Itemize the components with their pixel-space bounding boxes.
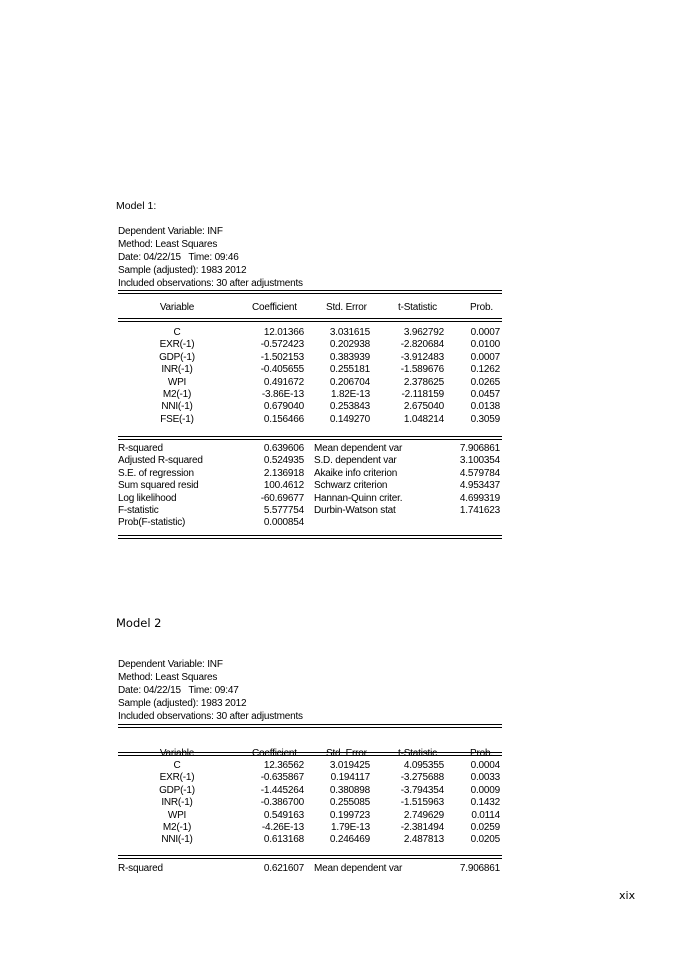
stat-value: 4.579784 [459, 467, 500, 479]
std-error-cell: 0.206704 [329, 376, 370, 388]
prob-cell: 0.0259 [470, 821, 500, 833]
table-rule [118, 855, 502, 859]
prob-cell: 0.0457 [470, 388, 500, 400]
std-error-cell: 3.031615 [329, 327, 370, 338]
std-error-cell: 0.246469 [329, 834, 370, 846]
std-error-cell: 0.199723 [329, 809, 370, 821]
col-variable: Variable [159, 302, 195, 313]
col-prob: Prob. [470, 302, 493, 313]
model2-meta [118, 658, 303, 723]
col-variable: Variable [159, 748, 195, 760]
coefficient-cell: -4.26E-13 [261, 821, 304, 833]
table-row [118, 834, 502, 846]
col-coefficient: Coefficient [252, 302, 297, 313]
stat-value: 0.524935 [263, 455, 304, 467]
stats-row [118, 443, 502, 455]
stats-row [118, 505, 502, 517]
meta-dependent-variable: Dependent Variable: INF [118, 226, 223, 237]
t-statistic-cell: -2.820684 [400, 339, 444, 351]
variable-cell: NNI(-1) [161, 401, 193, 413]
variable-cell: EXR(-1) [159, 339, 195, 351]
stat-value: 4.953437 [459, 480, 500, 492]
col-prob: Prob. [470, 748, 493, 760]
stat-label: F-statistic [118, 504, 159, 516]
t-statistic-cell: 4.095355 [403, 760, 444, 771]
stat-value: -60.69677 [260, 492, 304, 504]
std-error-cell: 0.194117 [330, 772, 370, 784]
std-error-cell: 0.383939 [329, 351, 370, 363]
stats-row [118, 517, 502, 529]
stats-row [118, 863, 502, 875]
col-t-statistic: t-Statistic [398, 302, 437, 313]
col-std-error: Std. Error [326, 748, 367, 760]
std-error-cell: 1.79E-13 [331, 821, 370, 833]
model1-table-header [118, 302, 502, 314]
table-rule [118, 535, 502, 539]
t-statistic-cell: -1.589676 [400, 364, 444, 376]
model1-meta [118, 225, 303, 290]
meta-observations: Included observations: 30 after adjustments [118, 711, 303, 722]
table-row [118, 364, 502, 376]
stat-value: 0.000854 [263, 517, 304, 529]
table-row [118, 414, 502, 426]
variable-cell: C [173, 327, 181, 338]
stat-label: Hannan-Quinn criter. [314, 492, 403, 504]
std-error-cell: 3.019425 [329, 760, 370, 771]
model2-title: Model 2 [116, 616, 162, 630]
t-statistic-cell: -3.275688 [400, 772, 444, 784]
prob-cell: 0.0205 [470, 834, 500, 846]
std-error-cell: 0.149270 [329, 413, 370, 425]
prob-cell: 0.0100 [470, 339, 500, 351]
stat-label: Prob(F-statistic) [118, 517, 186, 529]
std-error-cell: 0.380898 [329, 784, 370, 796]
stats-row [118, 468, 502, 480]
stat-label: R-squared [118, 863, 163, 874]
meta-date-time: Date: 04/22/15 Time: 09:46 [118, 252, 239, 263]
stat-value: 4.699319 [459, 492, 500, 504]
t-statistic-cell: -3.912483 [400, 351, 444, 363]
std-error-cell: 0.253843 [329, 401, 370, 413]
t-statistic-cell: 3.962792 [403, 327, 444, 338]
meta-sample: Sample (adjusted): 1983 2012 [118, 698, 247, 709]
stat-value: 3.100354 [459, 455, 500, 467]
stat-value: 5.577754 [263, 504, 304, 516]
table-row [118, 797, 502, 809]
meta-dependent-variable: Dependent Variable: INF [118, 659, 223, 670]
table-row [118, 327, 502, 339]
t-statistic-cell: -1.515963 [400, 797, 444, 809]
table-row [118, 377, 502, 389]
prob-cell: 0.0007 [470, 351, 500, 363]
variable-cell: WPI [167, 376, 187, 388]
stat-value: 7.906861 [459, 863, 500, 874]
table-row [118, 772, 502, 784]
table-row [118, 822, 502, 834]
stat-label: S.E. of regression [118, 467, 194, 479]
variable-cell: INR(-1) [161, 364, 193, 376]
variable-cell: C [173, 760, 181, 771]
stat-label: R-squared [118, 443, 163, 454]
table-row [118, 339, 502, 351]
coefficient-cell: 12.36562 [263, 760, 304, 771]
table-rule [118, 752, 502, 756]
t-statistic-cell: 1.048214 [403, 413, 444, 425]
std-error-cell: 0.255085 [329, 797, 370, 809]
prob-cell: 0.1432 [470, 797, 500, 809]
meta-method: Method: Least Squares [118, 239, 218, 250]
stats-row [118, 480, 502, 492]
t-statistic-cell: 2.487813 [403, 834, 444, 846]
t-statistic-cell: 2.378625 [403, 376, 444, 388]
model2-stats-table [118, 863, 502, 875]
variable-cell: WPI [167, 809, 187, 821]
table-rule [118, 436, 502, 440]
stat-label: Log likelihood [118, 492, 177, 504]
coefficient-cell: 0.679040 [263, 401, 304, 413]
prob-cell: 0.0007 [470, 327, 500, 338]
coefficient-cell: 0.156466 [263, 413, 304, 425]
coefficient-cell: -0.572423 [260, 339, 304, 351]
stat-value: 0.639606 [263, 443, 304, 454]
stat-value: 7.906861 [459, 443, 500, 454]
stat-value: 1.741623 [459, 504, 500, 516]
meta-date-time: Date: 04/22/15 Time: 09:47 [118, 685, 239, 696]
stat-label: Schwarz criterion [314, 480, 388, 492]
coefficient-cell: -0.405655 [260, 364, 304, 376]
table-row [118, 810, 502, 822]
table-row [118, 352, 502, 364]
table-row [118, 401, 502, 413]
stat-label: Akaike info criterion [314, 467, 398, 479]
stat-label: Sum squared resid [118, 480, 199, 492]
prob-cell: 0.0009 [470, 784, 500, 796]
stat-label: Durbin-Watson stat [314, 504, 396, 516]
variable-cell: GDP(-1) [159, 351, 195, 363]
prob-cell: 0.3059 [470, 413, 500, 425]
variable-cell: GDP(-1) [159, 784, 195, 796]
table-row [118, 785, 502, 797]
coefficient-cell: -3.86E-13 [261, 388, 304, 400]
stat-label: S.D. dependent var [314, 455, 397, 467]
stat-value: 100.4612 [263, 480, 304, 492]
stats-row [118, 493, 502, 505]
col-t-statistic: t-Statistic [398, 748, 437, 760]
variable-cell: NNI(-1) [161, 834, 193, 846]
col-coefficient: Coefficient [252, 748, 297, 760]
table-row [118, 760, 502, 772]
stat-label: Mean dependent var [314, 863, 403, 874]
prob-cell: 0.0004 [470, 760, 500, 771]
coefficient-cell: -1.445264 [260, 784, 304, 796]
stat-label: Mean dependent var [314, 443, 403, 454]
t-statistic-cell: 2.749629 [403, 809, 444, 821]
variable-cell: M2(-1) [162, 821, 192, 833]
page-number: xix [619, 889, 636, 902]
coefficient-cell: 0.613168 [263, 834, 304, 846]
variable-cell: M2(-1) [162, 388, 192, 400]
variable-cell: INR(-1) [161, 797, 193, 809]
table-row [118, 389, 502, 401]
model2-coef-table [118, 760, 502, 847]
t-statistic-cell: 2.675040 [403, 401, 444, 413]
coefficient-cell: -0.635867 [260, 772, 304, 784]
stat-label: Adjusted R-squared [118, 455, 203, 467]
prob-cell: 0.0033 [470, 772, 500, 784]
coefficient-cell: -1.502153 [260, 351, 304, 363]
stats-row [118, 455, 502, 467]
model1-title: Model 1: [116, 200, 157, 212]
t-statistic-cell: -2.381494 [400, 821, 444, 833]
prob-cell: 0.0265 [470, 376, 500, 388]
std-error-cell: 0.255181 [329, 364, 370, 376]
std-error-cell: 0.202938 [329, 339, 370, 351]
variable-cell: EXR(-1) [159, 772, 195, 784]
variable-cell: FSE(-1) [160, 413, 194, 425]
t-statistic-cell: -3.794354 [400, 784, 444, 796]
stat-value: 0.621607 [263, 863, 304, 874]
model1-stats-table [118, 443, 502, 530]
col-std-error: Std. Error [326, 302, 367, 313]
table-rule [118, 724, 502, 728]
prob-cell: 0.0114 [471, 809, 500, 821]
coefficient-cell: 0.549163 [263, 809, 304, 821]
coefficient-cell: -0.386700 [260, 797, 304, 809]
t-statistic-cell: -2.118159 [401, 388, 444, 400]
meta-method: Method: Least Squares [118, 672, 218, 683]
prob-cell: 0.1262 [470, 364, 500, 376]
prob-cell: 0.0138 [470, 401, 500, 413]
model1-coef-table [118, 327, 502, 426]
coefficient-cell: 12.01366 [263, 327, 304, 338]
table-rule [118, 318, 502, 322]
meta-sample: Sample (adjusted): 1983 2012 [118, 265, 247, 276]
meta-observations: Included observations: 30 after adjustments [118, 278, 303, 289]
table-rule [118, 290, 502, 294]
stat-value: 2.136918 [263, 467, 304, 479]
coefficient-cell: 0.491672 [263, 376, 304, 388]
std-error-cell: 1.82E-13 [331, 388, 370, 400]
